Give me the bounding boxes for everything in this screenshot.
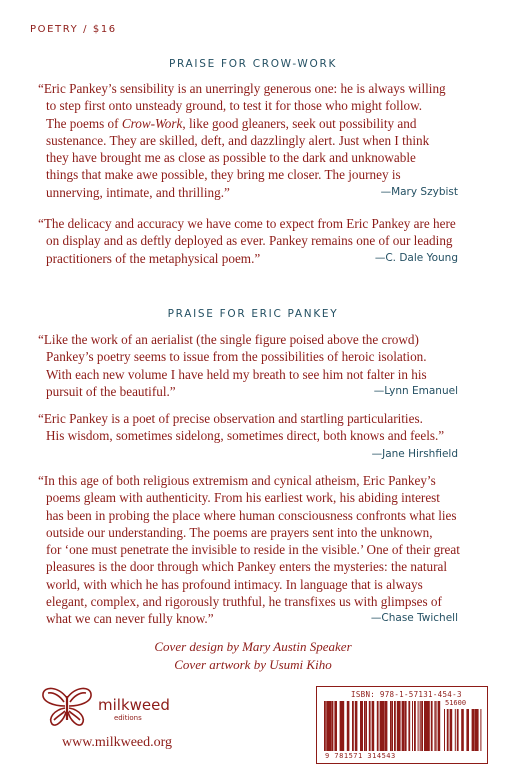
barcode-bar [418, 701, 419, 751]
barcode-bar [390, 701, 391, 751]
quote-hirshfield [38, 410, 472, 445]
barcode-bar [385, 701, 388, 751]
barcode-bar [362, 701, 363, 751]
barcode-bar [408, 701, 410, 751]
quote-line [46, 250, 472, 267]
barcode-bar [355, 701, 358, 751]
quote-line: poems gleam with authenticity. From his earliest work, his abiding interest [46, 490, 440, 506]
barcode-bar [457, 709, 459, 751]
publisher-imprint: editions [114, 714, 142, 722]
quote-line: Pankey’s poetry seems to issue from the possibilities of heroic isolation. [46, 349, 427, 365]
quote-line: has been in probing the place where human consciousness confronts what lies [46, 507, 457, 523]
quote-line: outside our understanding. The poems are prayers sent into the unknown, [46, 524, 433, 540]
barcode-bar [352, 701, 354, 751]
barcode-bar [434, 701, 435, 751]
cover-credits [0, 638, 506, 674]
publisher-logo [40, 684, 200, 734]
barcode-bar [399, 701, 401, 751]
quote-line: “In this age of both religious extremism and cynical atheism, Eric Pankey’s [38, 473, 436, 488]
barcode-bar [324, 701, 325, 751]
quote-line: they have brought me as close as possible to the dark and unknowable [46, 150, 416, 166]
barcode-bar [404, 701, 405, 751]
section-heading-crow-work: PRAISE FOR CROW-WORK [168, 58, 338, 70]
price-barcode-bars [443, 709, 483, 751]
quote-line: world, with which he has profound intimacy. In language that is always [46, 576, 423, 592]
section-heading-eric-pankey: PRAISE FOR ERIC PANKEY [167, 308, 339, 320]
quote-szybist [38, 80, 472, 201]
barcode-bar [420, 701, 421, 751]
barcode-bar [414, 701, 416, 751]
barcode-bar [431, 701, 433, 751]
isbn-label: ISBN: 978-1-57131-454-3 [351, 690, 462, 699]
quote-line: “Eric Pankey is a poet of precise observation and startling particularities. [38, 411, 423, 426]
barcode-bar [436, 701, 437, 751]
attribution-young: —C. Dale Young [374, 251, 458, 264]
quote-line: With each new volume I have held my breath to see him not falter in his [46, 366, 427, 382]
quote-young [38, 215, 472, 267]
publisher-name: milkweed [98, 696, 170, 714]
barcode-bar [347, 701, 350, 751]
barcode-bar [369, 701, 371, 751]
barcode-bar [474, 709, 475, 751]
cover-artwork-credit: Cover artwork by Usumi Kiho [174, 657, 332, 672]
barcode-bar [412, 701, 413, 751]
quote-line: pleasures is the door through which Pankey enters the mysteries: the natural [46, 559, 448, 575]
quote-line: for ‘one must penetrate the invisible to reside in the visible.’ One of their great [46, 542, 460, 558]
quote-line: sustenance. They are skilled, deft, and dazzlingly alert. Just when I think [46, 132, 430, 148]
attribution-twichell: —Chase Twichell [370, 612, 458, 625]
barcode-bar [384, 701, 385, 751]
publisher-website[interactable]: www.milkweed.org [62, 735, 173, 750]
barcode-bars [323, 701, 441, 751]
cover-design-credit: Cover design by Mary Austin Speaker [154, 639, 352, 654]
barcode-bar [444, 709, 445, 751]
quote-line: The poems of Crow-Work, like good gleaners, seek out possibility and [46, 115, 417, 131]
price-code: 51600 [445, 699, 467, 707]
quote-line [46, 610, 472, 627]
category-price: POETRY / $16 [30, 24, 117, 35]
barcode-bar [332, 701, 334, 751]
barcode-bar [391, 701, 393, 751]
attribution-hirshfield: —Jane Hirshfield [371, 448, 458, 460]
barcode-bar [477, 709, 479, 751]
quote-line [46, 383, 472, 400]
quote-line: “Eric Pankey’s sensibility is an unerringly generous one: he is always willing [38, 81, 446, 96]
quote-line-text: practitioners of the metaphysical poem.” [46, 250, 261, 266]
barcode-bar [422, 701, 423, 751]
isbn-barcode [316, 686, 488, 764]
barcode-bar [438, 701, 441, 751]
quote-twichell [38, 472, 472, 628]
barcode-bar [480, 709, 481, 751]
barcode-bar [461, 709, 464, 751]
barcode-bar [455, 709, 456, 751]
quote-emanuel [38, 331, 472, 400]
barcode-bar [421, 701, 422, 751]
quote-line: things that make awe possible, they bring me closer. The journey is [46, 167, 401, 183]
barcode-bar [377, 701, 379, 751]
book-title: Crow-Work [121, 115, 183, 131]
quote-line: elegant, complex, and rigorously truthful, he transfixes us with glimpses of [46, 594, 442, 610]
quote-line: His wisdom, sometimes sidelong, sometimes direct, both knows and feels.” [46, 428, 445, 444]
barcode-bar [405, 701, 407, 751]
quote-line-text: unnerving, intimate, and thrilling.” [46, 184, 230, 200]
quote-line: “The delicacy and accuracy we have come to expect from Eric Pankey are here [38, 216, 456, 231]
barcode-bar [394, 701, 396, 751]
barcode-bar [365, 701, 367, 751]
barcode-bar [334, 701, 337, 751]
attribution-emanuel: —Lynn Emanuel [373, 384, 458, 397]
barcode-digits: 9 781571 314543 [325, 752, 396, 760]
butterfly-icon [40, 684, 94, 730]
barcode-bar [330, 701, 331, 751]
quote-line-text: pursuit of the beautiful.” [46, 383, 176, 399]
barcode-bar [364, 701, 365, 751]
barcode-bar [325, 701, 326, 751]
quote-line: “Like the work of an aerialist (the single figure poised above the crowd) [38, 332, 419, 347]
quote-line: to step first onto unsteady ground, to test it for those who might follow. [46, 98, 423, 114]
barcode-bar [428, 701, 430, 751]
barcode-bar [372, 701, 375, 751]
barcode-bar [466, 709, 469, 751]
quote-line [46, 184, 472, 201]
barcode-bar [447, 709, 449, 751]
barcode-bar [450, 709, 453, 751]
quote-line: on display and as deftly deployed as ever. Pankey remains one of our leading [46, 233, 453, 249]
attribution-szybist: —Mary Szybist [380, 185, 458, 198]
barcode-bar [342, 701, 345, 751]
quote-line-text: what we can never fully know.” [46, 611, 214, 627]
